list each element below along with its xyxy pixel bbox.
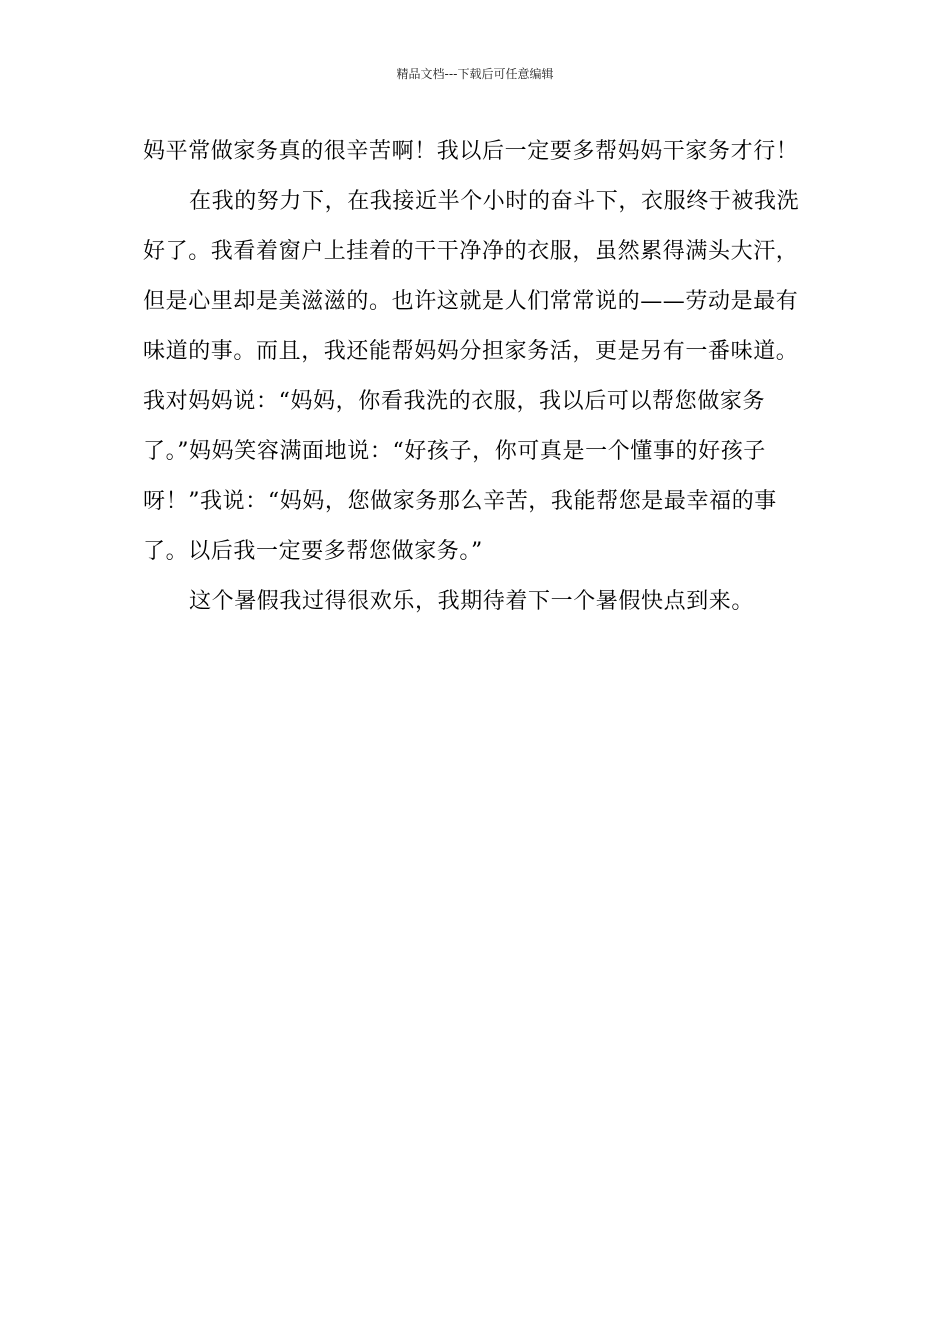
text-line: 好了。我看着窗户上挂着的干干净净的衣服，虽然累得满头大汗， <box>143 239 799 264</box>
essay-body <box>143 127 807 627</box>
text-line: 了。以后我一定要多帮您做家务。” <box>143 539 483 564</box>
paragraph-first-line: 在我的努力下，在我接近半个小时的奋斗下，衣服终于被我洗 <box>189 189 800 214</box>
page-header: 精品文档---下载后可任意编辑 <box>396 67 554 81</box>
text-line: 味道的事。而且，我还能帮妈妈分担家务活，更是另有一番味道。 <box>143 339 799 364</box>
text-line: 妈平常做家务真的很辛苦啊！我以后一定要多帮妈妈干家务才行！ <box>143 139 799 164</box>
text-line: 了。”妈妈笑容满面地说：“好孩子，你可真是一个懂事的好孩子 <box>143 439 766 464</box>
text-line: 我对妈妈说：“妈妈，你看我洗的衣服，我以后可以帮您做家务 <box>143 389 766 414</box>
text-line: 呀！”我说：“妈妈，您做家务那么辛苦，我能帮您是最幸福的事 <box>143 489 777 514</box>
text-line: 但是心里却是美滋滋的。也许这就是人们常常说的——劳动是最有 <box>143 289 799 314</box>
paragraph-first-line: 这个暑假我过得很欢乐，我期待着下一个暑假快点到来。 <box>189 589 755 614</box>
